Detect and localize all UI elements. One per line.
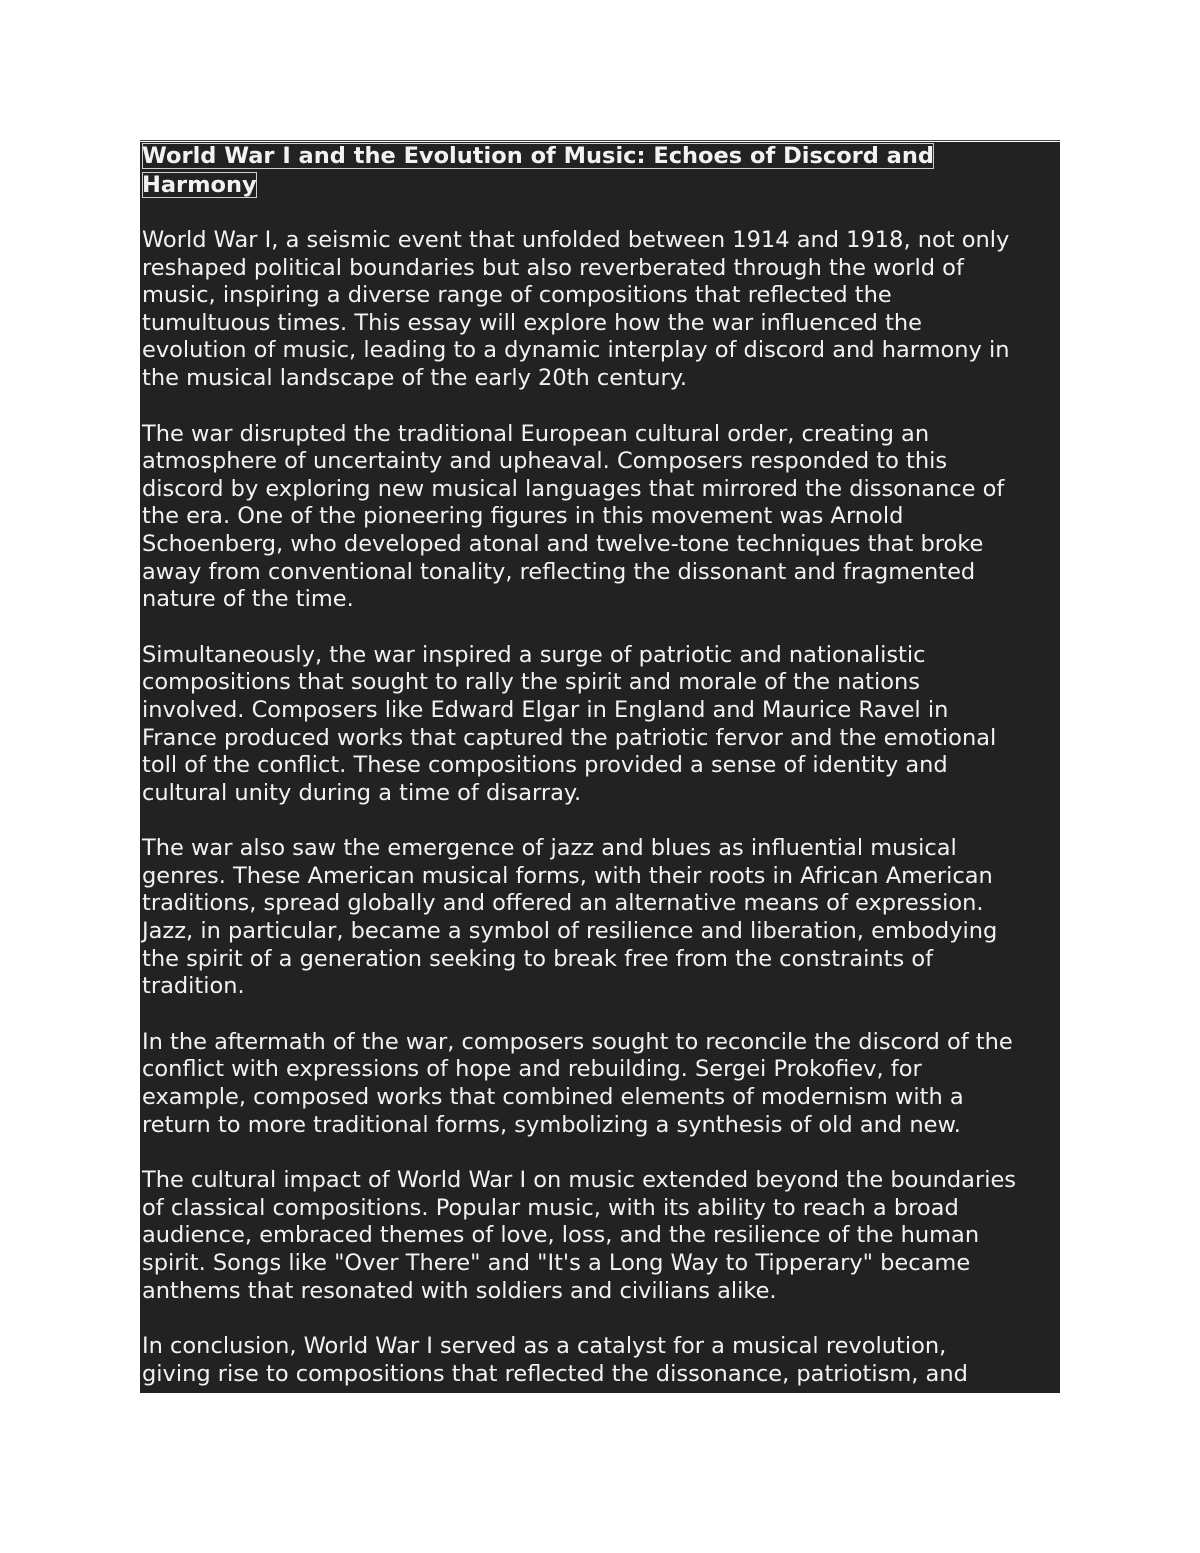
paragraph-3: Simultaneously, the war inspired a surge of patriotic and nationalistic compositions that sought to rally the spirit and morale of the nations involved. Composers like Edward Elgar in England and Maurice Ravel in France produced works that captured the patriotic fervor and the emotional toll of the conflict. These compositions provided a sense of identity and cultural unity during a time of disarray.: [142, 641, 997, 806]
title-line-1: World War I and the Evolution of Music: Echoes of Discord and: [142, 143, 934, 169]
document-title: [142, 142, 1060, 199]
paragraph-1: World War I, a seismic event that unfolded between 1914 and 1918, not only reshaped political boundaries but also reverberated through the world of music, inspiring a diverse range of compositions that reflected the tumultuous times. This essay will explore how the war influenced the evolution of music, leading to a dynamic interplay of discord and harmony in the musical landscape of the early 20th century.: [142, 227, 1010, 391]
document-page: [140, 142, 1060, 1393]
paragraph-4: The war also saw the emergence of jazz and blues as influential musical genres. These American musical forms, with their roots in African American traditions, spread globally and offered an alternative means of expression. Jazz, in particular, became a symbol of resilience and liberation, embodying the spirit of a generation seeking to break free from the constraints of tradition.: [142, 835, 998, 1000]
paragraph-2: The war disrupted the traditional European cultural order, creating an atmosphere of uncertainty and upheaval. Composers responded to this discord by exploring new musical languages that mirrored the dissonance of the era. One of the pioneering figures in this movement was Arnold Schoenberg, who developed atonal and twelve-tone techniques that broke away from conventional tonality, reflecting the dissonant and fragmented nature of the time.: [142, 420, 1005, 613]
paragraph-7: In conclusion, World War I served as a catalyst for a musical revolution, giving rise to compositions that reflected the dissonance, patriotism, and: [142, 1333, 968, 1387]
top-rule: [140, 140, 1060, 141]
title-line-2: Harmony: [142, 171, 257, 198]
paragraph-6: The cultural impact of World War I on music extended beyond the boundaries of classical compositions. Popular music, with its ability to reach a broad audience, embraced themes of love, loss, and the resilience of the human spirit. Songs like "Over There" and "It's a Long Way to Tipperary" became anthems that resonated with soldiers and civilians alike.: [142, 1167, 1017, 1304]
document-body: [140, 142, 1060, 1388]
paragraph-5: In the aftermath of the war, composers sought to reconcile the discord of the conflict with expressions of hope and rebuilding. Sergei Prokofiev, for example, composed works that combined elements of modernism with a return to more traditional forms, symbolizing a synthesis of old and new.: [142, 1028, 1013, 1138]
